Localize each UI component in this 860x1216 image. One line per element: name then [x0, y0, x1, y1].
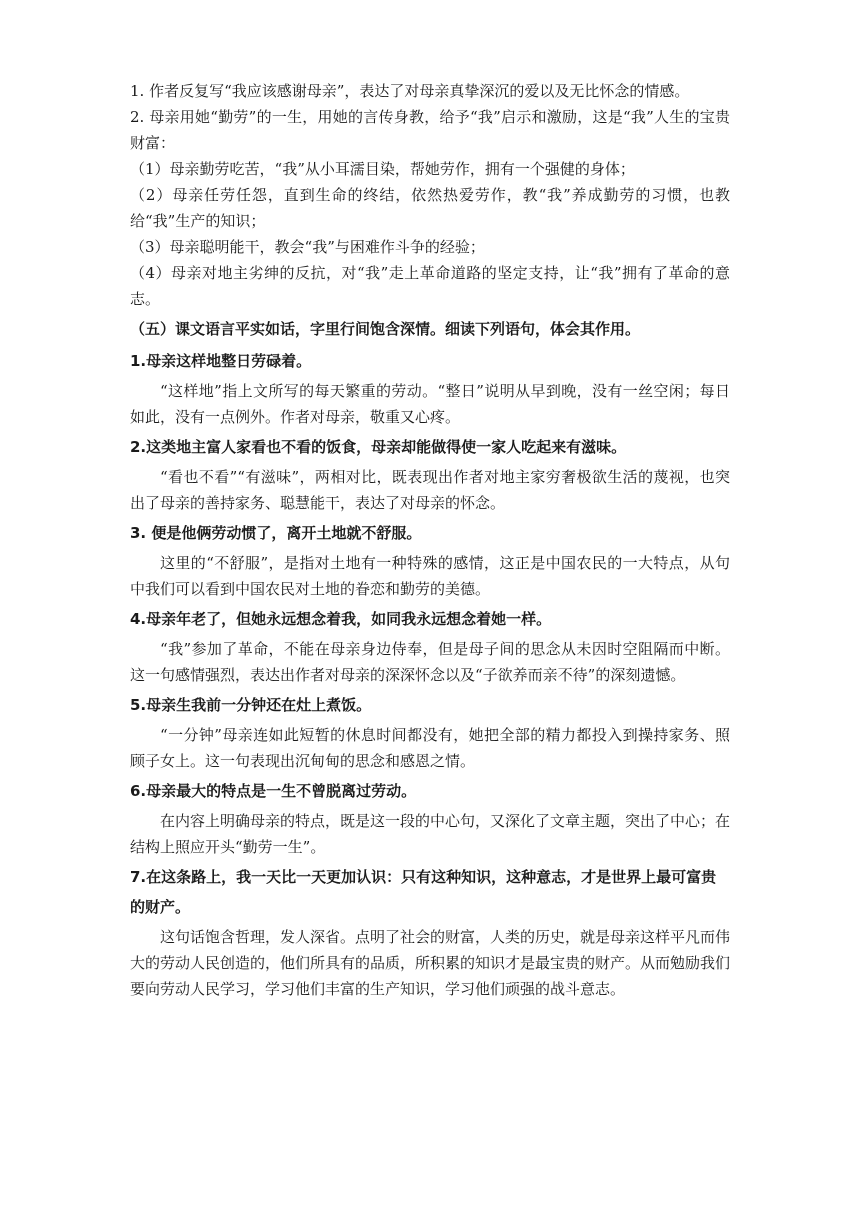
- sentence-4-heading: 4.母亲年老了，但她永远想念着我，如同我永远想念着她一样。: [130, 610, 552, 628]
- answer-item-2: 2. 母亲用她“勤劳”的一生，用她的言传身教，给予“我”启示和激励，这是“我”人生的宝贵财富：: [130, 108, 730, 152]
- sentence-3-heading: 3. 便是他俩劳动惯了，离开土地就不舒服。: [130, 524, 422, 542]
- sentence-7-heading: 7.在这条路上，我一天比一天更加认识：只有这种知识，这种意志，才是世界上最可富贵的财产。: [130, 868, 717, 916]
- sentence-7-analysis: 这句话饱含哲理，发人深省。点明了社会的财富，人类的历史，就是母亲这样平凡而伟大的劳动人民创造的，他们所具有的品质，所积累的知识才是最宝贵的财产。从而勉励我们要向劳动人民学习，学习他们丰富的生产知识，学习他们顽强的战斗意志。: [130, 928, 731, 998]
- sentence-1-heading: 1.母亲这样地整日劳碌着。: [130, 352, 312, 370]
- sentence-2-heading: 2.这类地主富人家看也不看的饭食，母亲却能做得使一家人吃起来有滋味。: [130, 438, 627, 456]
- sentence-4-analysis: “我”参加了革命，不能在母亲身边侍奉，但是母子间的思念从未因时空阻隔而中断。这一句感情强烈，表达出作者对母亲的深深怀念以及“子欲养而亲不待”的深刻遗憾。: [130, 640, 730, 684]
- sentence-5-heading: 5.母亲生我前一分钟还在灶上煮饭。: [130, 696, 372, 714]
- answer-subitem-1: （1）母亲勤劳吃苦，“我”从小耳濡目染，帮她劳作，拥有一个强健的身体；: [130, 160, 635, 178]
- answer-subitem-4: （4）母亲对地主劣绅的反抗，对“我”走上革命道路的坚定支持，让“我”拥有了革命的意志。: [130, 264, 730, 308]
- section-title: （五）课文语言平实如话，字里行间饱含深情。细读下列语句，体会其作用。: [130, 320, 641, 338]
- answer-subitem-3: （3）母亲聪明能干，教会“我”与困难作斗争的经验；: [130, 238, 485, 256]
- sentence-2-analysis: “看也不看”“有滋味”，两相对比，既表现出作者对地主家穷奢极欲生活的蔑视，也突出了母亲的善持家务、聪慧能干，表达了对母亲的怀念。: [130, 468, 730, 512]
- sentence-5-analysis: “一分钟”母亲连如此短暂的休息时间都没有，她把全部的精力都投入到操持家务、照顾子女上。这一句表现出沉甸甸的思念和感恩之情。: [130, 726, 730, 770]
- document-page: [130, 78, 730, 1002]
- sentence-6-analysis: 在内容上明确母亲的特点，既是这一段的中心句，又深化了文章主题，突出了中心；在结构上照应开头“勤劳一生”。: [130, 812, 731, 856]
- answer-subitem-2: （2）母亲任劳任怨，直到生命的终结，依然热爱劳作，教“我”养成勤劳的习惯，也教给“我”生产的知识；: [130, 186, 730, 230]
- sentence-6-heading: 6.母亲最大的特点是一生不曾脱离过劳动。: [130, 782, 417, 800]
- answer-item-1: 1. 作者反复写“我应该感谢母亲”，表达了对母亲真挚深沉的爱以及无比怀念的情感。: [130, 82, 690, 100]
- sentence-3-analysis: 这里的“不舒服”，是指对土地有一种特殊的感情，这正是中国农民的一大特点，从句中我们可以看到中国农民对土地的眷恋和勤劳的美德。: [130, 554, 730, 598]
- sentence-1-analysis: “这样地”指上文所写的每天繁重的劳动。“整日”说明从早到晚，没有一丝空闲；每日如此，没有一点例外。作者对母亲，敬重又心疼。: [130, 382, 730, 426]
